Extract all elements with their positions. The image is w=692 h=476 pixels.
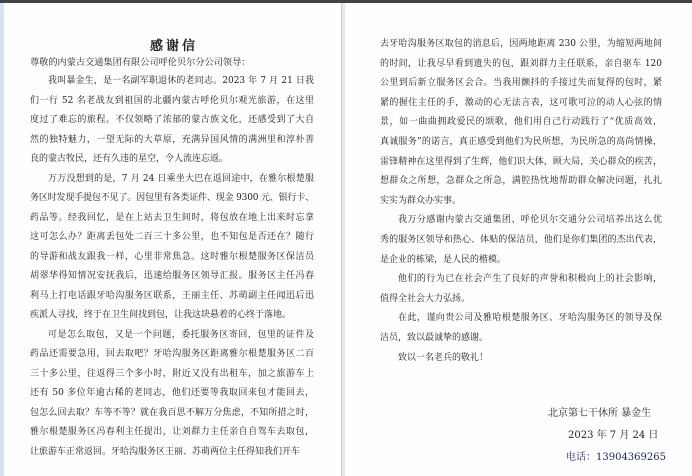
letter-line: 在此，谨向贵公司及雅哈根楚服务区、牙哈沟服务区的领导及保 <box>398 313 662 324</box>
letter-line: 他们的行为已在社会产生了良好的声誉和积极向上的社会影响， <box>398 274 662 285</box>
letter-line: 景，如一曲曲拥政爱民的颂歌，他们用自己行动践行了“优质高效， <box>380 117 662 128</box>
letter-line: 致以一名老兵的敬礼！ <box>398 352 489 363</box>
letter-line: 疾派人寻找，终于在卫生间找到包，让我这块悬着的心终于落地。 <box>30 310 292 320</box>
letter-line: 包怎么回去取？车等不等？就在我百思不解万分焦虑，不知所措之时， <box>30 407 314 418</box>
letter-line: 公里到后新立服务区会合。当我用颤抖的手接过失而复得的包时，紧 <box>380 78 662 89</box>
letter-line: 然的独特魅力，一望无际的大草原，充满异国风情的满洲里和淳朴善 <box>30 134 314 145</box>
letter-line: 洁员，致以最诚挚的感谢。 <box>380 333 489 343</box>
letter-line: 药品还需要急用，回去取吧？牙哈沟服务区距离雅尔根楚服务区二百 <box>30 349 314 359</box>
letter-line: 值得全社会大力弘扬。 <box>380 293 471 304</box>
letter-line: 紧的握住主任的手，激动的心无法言表，这可歌可泣的动人心弦的情 <box>380 97 662 108</box>
letter-line: 三十多公里，往返得三个多小时，附近又没有出租车，加之旅游车上 <box>30 368 314 379</box>
letter-line: 让旅游车正常返回。牙哈沟服务区王丽、苏萌两位主任得知我们开车 <box>30 446 301 457</box>
letter-line: 这可怎么办？距离丢包处二百三十多公里，也不知包是否还在？随行 <box>30 232 314 242</box>
letter-line: 秀的服务区领导和热心、体贴的保洁员，他们是你们集团的杰出代表， <box>380 235 662 245</box>
signature-phone: 电话：13904369265 <box>566 452 666 463</box>
salutation: 尊敬的内蒙古交通集团有限公司呼伦贝尔分公司领导： <box>30 57 251 68</box>
letter-line: 真诚服务”的诺言，真正感受到他们为民所想，为民所急的高尚情操， <box>380 137 662 147</box>
letter-line: 胡翠华得知情况安抚我后，迅速给服务区领导汇报。服务区主任冯春 <box>30 271 314 281</box>
letter-line: 去牙哈沟服务区取包的消息后，因两地距离 230 公里，为缩短两地间 <box>380 39 662 49</box>
letter-line: 是企业的栋梁，是人民的楷模。 <box>380 254 507 265</box>
letter-line: 我叫暴金生，是一名副军职退休的老同志。2023 年 7 月 21 日我 <box>48 76 314 86</box>
letter-line: 还有 50 多位年逾古稀的老同志，他们还要等我取回来包才能回去， <box>30 388 314 398</box>
letter-line: 度过了难忘的旅程。不仅领略了浓郁的蒙古族文化，还感受到了大自 <box>30 115 314 125</box>
letter-line: 雅尔根楚服务区冯春利主任提出，让刘群力主任亲自自驾车去取包， <box>30 427 314 437</box>
letter-line: 务区时发现手提包不见了。因包里有各类证件、现金 9300 元、银行卡、 <box>30 193 314 203</box>
letter-line: 利马上打电话跟牙哈沟服务区联系，王丽主任、苏萌副主任闻迅后迅 <box>30 290 314 301</box>
letter-line: 万万没想到的是，7 月 24 日乘坐大巴在返回途中，在雅尔根楚服 <box>48 173 314 184</box>
letter-line: 想群众之所想，急群众之所急，满腔热忱地帮助群众解决问题，扎扎 <box>380 176 662 187</box>
letter-line: 的导游和战友跟我一样，心里非常焦急。这时雅尔根楚服务区保洁员 <box>30 251 314 262</box>
signature-name: 北京第七干休所 暴金生 <box>548 408 652 419</box>
letter-line: 良的蒙古牧民，还有久违的星空，令人流连忘返。 <box>30 154 229 164</box>
letter-line: 我万分感谢内蒙古交通集团、呼伦贝尔交通分公司培养出这么优 <box>398 215 662 226</box>
letter-line: 雷锋精神在这里得到了生辉，他们识大体，顾大局，关心群众的疾苦， <box>380 156 662 167</box>
letter-line: 药品等。经我回忆，是在上站去卫生间时，将包放在地上出来时忘拿 <box>30 212 314 223</box>
letter-line: 实实为群众办实事。 <box>380 195 462 206</box>
letter-line: 可是怎么取包，又是一个问题，委托服务区寄回，包里的证件及 <box>48 329 314 340</box>
letter-title: 感谢信 <box>150 39 199 54</box>
letter-line: 的时间，让我尽早看到遗失的包，跟刘群力主任联系，亲自驱车 120 <box>380 58 662 69</box>
signature-date: 2023 年 7 月 24 日 <box>568 430 659 441</box>
letter-line: 们一行 52 名老战友到祖国的北疆内蒙古呼伦贝尔观光旅游，在这里 <box>30 95 314 106</box>
